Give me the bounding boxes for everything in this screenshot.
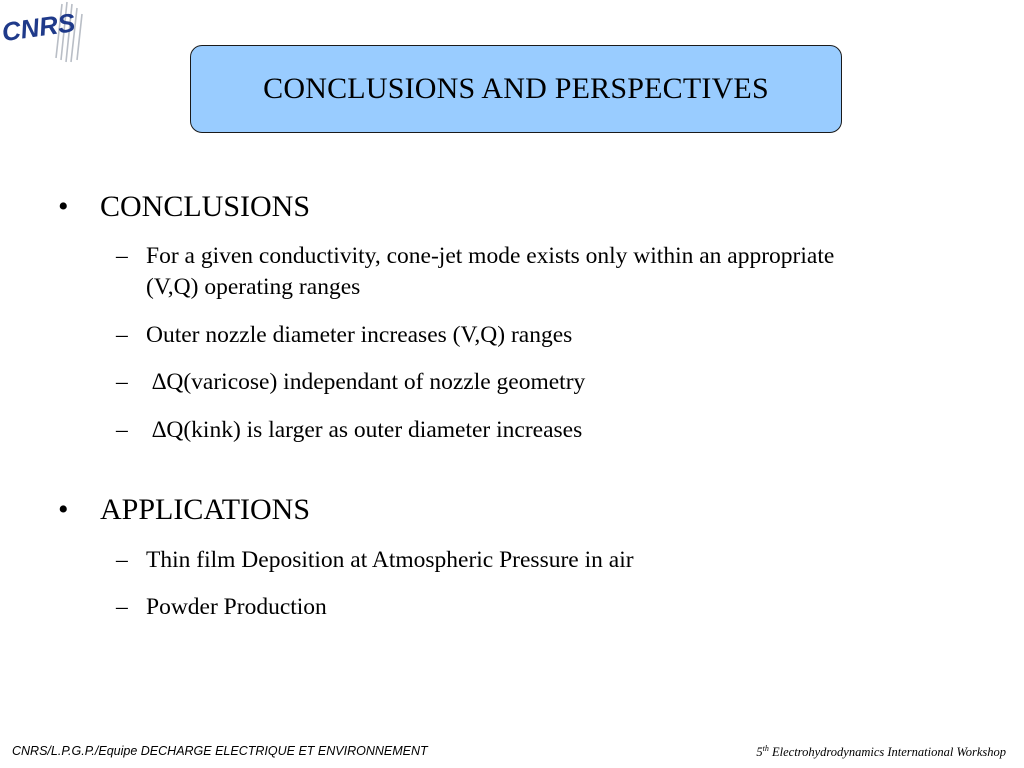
footer-workshop-name: Electrohydrodynamics International Workshop — [768, 745, 1006, 760]
section-heading-applications — [58, 493, 310, 527]
section-heading-conclusions — [58, 190, 310, 224]
list-item-text: ∆Q(kink) is larger as outer diameter increases — [152, 417, 583, 443]
dash-marker: – — [116, 594, 128, 620]
section-heading-text: CONCLUSIONS — [100, 190, 311, 223]
dash-marker: – — [116, 322, 128, 348]
list-item-text: Outer nozzle diameter increases (V,Q) ranges — [146, 322, 573, 348]
list-item-text: For a given conductivity, cone-jet mode exists only within an appropriate (V,Q) operating ranges — [146, 243, 835, 300]
footer-workshop-number: 5 — [756, 745, 763, 760]
list-item-text: ∆Q(varicose) independant of nozzle geometry — [152, 369, 586, 395]
list-item — [116, 241, 876, 303]
dash-marker: – — [116, 243, 128, 269]
dash-marker: – — [116, 369, 128, 395]
bullet-marker: • — [58, 493, 69, 526]
list-item — [116, 545, 876, 576]
dash-marker: – — [116, 417, 128, 443]
list-item-text: Powder Production — [146, 594, 327, 620]
dash-marker: – — [116, 547, 128, 573]
svg-text:CNRS: CNRS — [0, 7, 77, 48]
bullet-marker: • — [58, 190, 69, 223]
list-item — [116, 320, 876, 351]
list-item-text: Thin film Deposition at Atmospheric Pressure in air — [146, 547, 634, 573]
footer-affiliation: CNRS/L.P.G.P./Equipe DECHARGE ELECTRIQUE ET ENVIRONNEMENT — [12, 744, 428, 758]
list-item — [116, 367, 876, 398]
section-heading-text: APPLICATIONS — [100, 493, 311, 526]
slide-title: CONCLUSIONS AND PERSPECTIVES — [263, 72, 769, 105]
list-item — [116, 415, 876, 446]
footer-workshop-ordinal: th — [762, 744, 769, 753]
footer-workshop — [756, 744, 1006, 760]
list-item — [116, 592, 876, 623]
